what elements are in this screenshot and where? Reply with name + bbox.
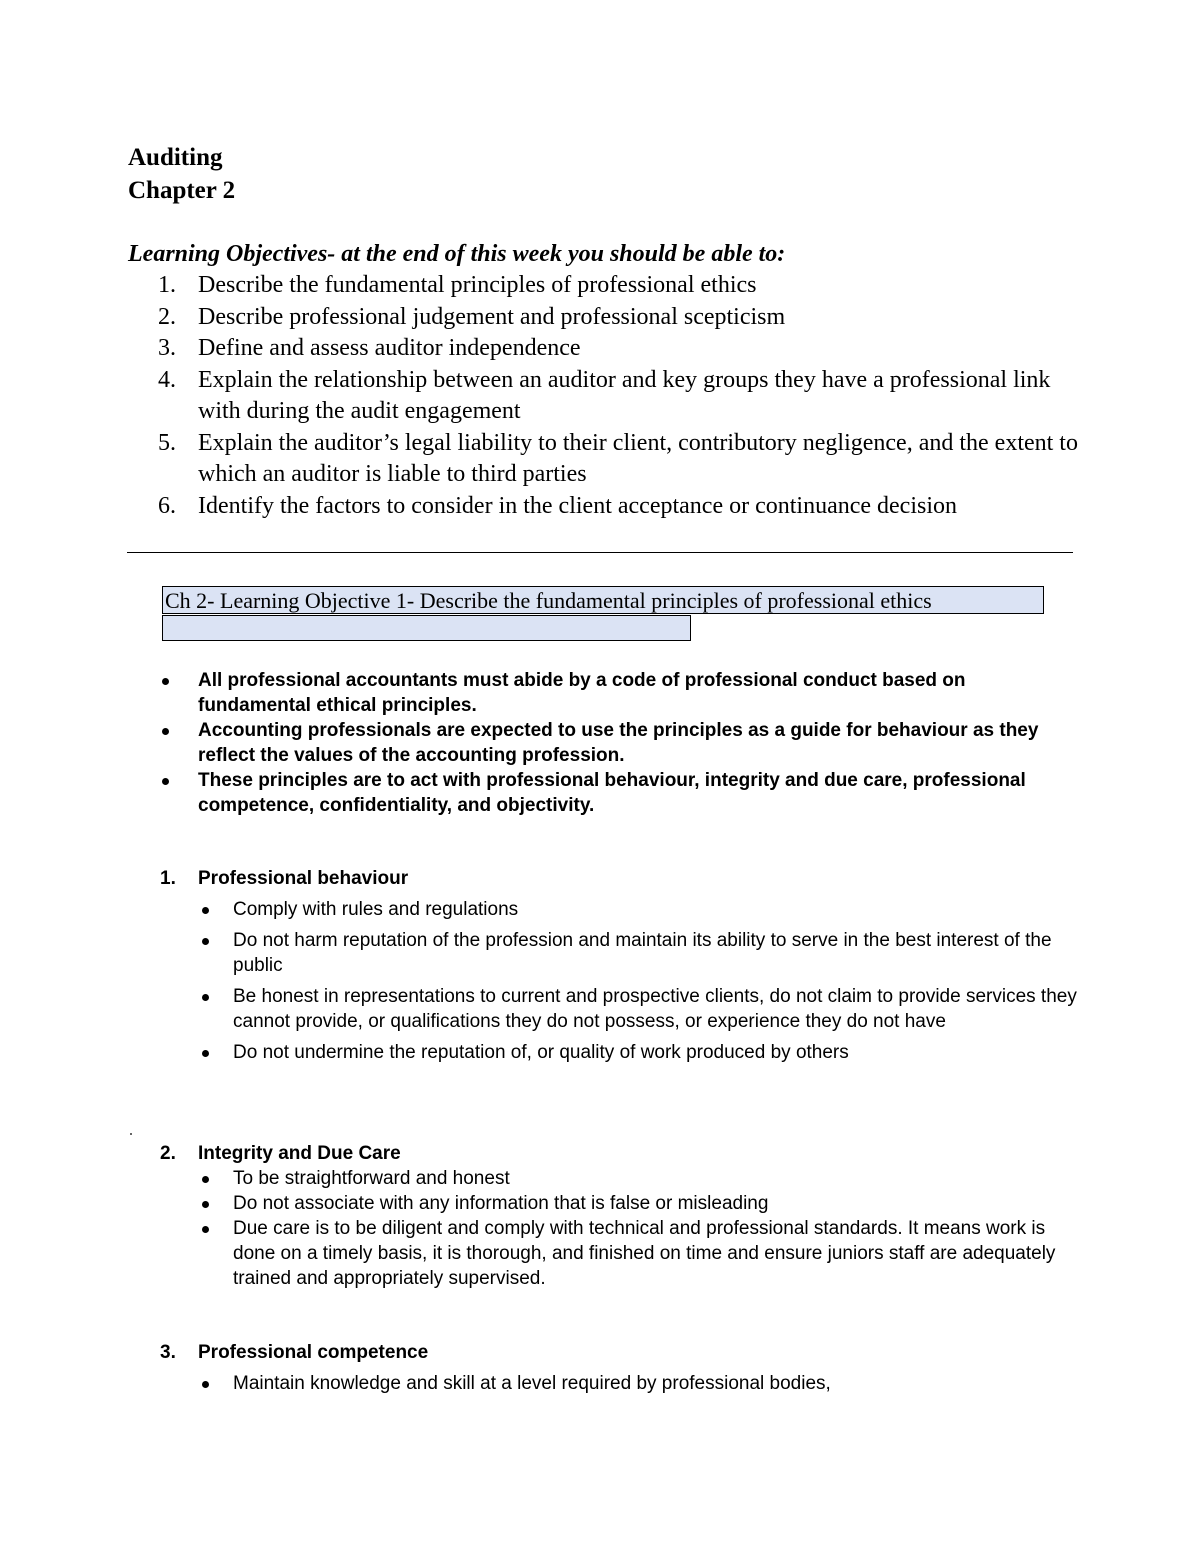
bullet-icon (202, 1050, 209, 1057)
section-heading-box: Ch 2- Learning Objective 1- Describe the fundamental principles of professional ethics (162, 586, 1044, 614)
learning-objectives-list (158, 270, 1088, 522)
principle-heading: 2. Integrity and Due Care (160, 1143, 401, 1164)
intro-bullet-list (160, 668, 1080, 818)
document-title: Auditing (128, 144, 223, 171)
bullet-icon (162, 728, 169, 735)
list-item: Do not associate with any information that is false or misleading (197, 1191, 1077, 1216)
bullet-icon (202, 1226, 209, 1233)
stray-mark (130, 1133, 132, 1135)
learning-objectives-heading: Learning Objectives- at the end of this week you should be able to: (128, 241, 786, 267)
bullet-icon (162, 778, 169, 785)
list-item: To be straightforward and honest (197, 1166, 1077, 1191)
chapter-title: Chapter 2 (128, 177, 236, 204)
objective-item: 1. Describe the fundamental principles of professional ethics (158, 272, 757, 298)
bullet-icon (202, 938, 209, 945)
list-item: Do not harm reputation of the profession and maintain its ability to serve in the best interest of the public (197, 928, 1077, 978)
bullet-icon (202, 1176, 209, 1183)
intro-bullet: These principles are to act with professional behaviour, integrity and due care, professional competence, confidentiality, and objectivity. (160, 768, 1080, 818)
list-item: Comply with rules and regulations (197, 897, 1077, 922)
principle-bullet-list (197, 1371, 1077, 1396)
intro-bullet: All professional accountants must abide by a code of professional conduct based on fundamental ethical principles. (160, 668, 1080, 718)
objective-item: 6. Identify the factors to consider in the client acceptance or continuance decision (158, 492, 958, 519)
list-item: Due care is to be diligent and comply with technical and professional standards. It means work is done on a timely basis, it is thorough, and finished on time and ensure juniors staff are adequately trained and appropriately supervised. (197, 1216, 1077, 1291)
list-item: Be honest in representations to current and prospective clients, do not claim to provide services they cannot provide, or qualifications they do not possess, or experience they do not have (197, 984, 1077, 1034)
horizontal-divider (127, 552, 1073, 553)
bullet-icon (202, 1381, 209, 1388)
principle-bullet-list (197, 897, 1077, 1071)
objective-item: 2. Describe professional judgement and professional scepticism (158, 303, 786, 330)
bullet-icon (202, 1201, 209, 1208)
section-heading-empty-box (162, 615, 691, 641)
list-item: Do not undermine the reputation of, or quality of work produced by others (197, 1040, 1077, 1065)
objective-item: 4. Explain the relationship between an auditor and key groups they have a professional link with during the audit engagement (158, 366, 1051, 424)
principle-heading: 1. Professional behaviour (160, 868, 409, 889)
bullet-icon (162, 678, 169, 685)
principle-heading: 3. Professional competence (160, 1342, 429, 1363)
intro-bullet: Accounting professionals are expected to use the principles as a guide for behaviour as they reflect the values of the accounting profession. (160, 718, 1080, 768)
bullet-icon (202, 994, 209, 1001)
principle-bullet-list (197, 1166, 1077, 1291)
objective-item: 5. Explain the auditor’s legal liability to their client, contributory negligence, and the extent to which an auditor is liable to third parties (158, 429, 1078, 487)
bullet-icon (202, 907, 209, 914)
objective-item: 3. Define and assess auditor independence (158, 335, 581, 361)
list-item: Maintain knowledge and skill at a level required by professional bodies, (197, 1371, 1077, 1396)
